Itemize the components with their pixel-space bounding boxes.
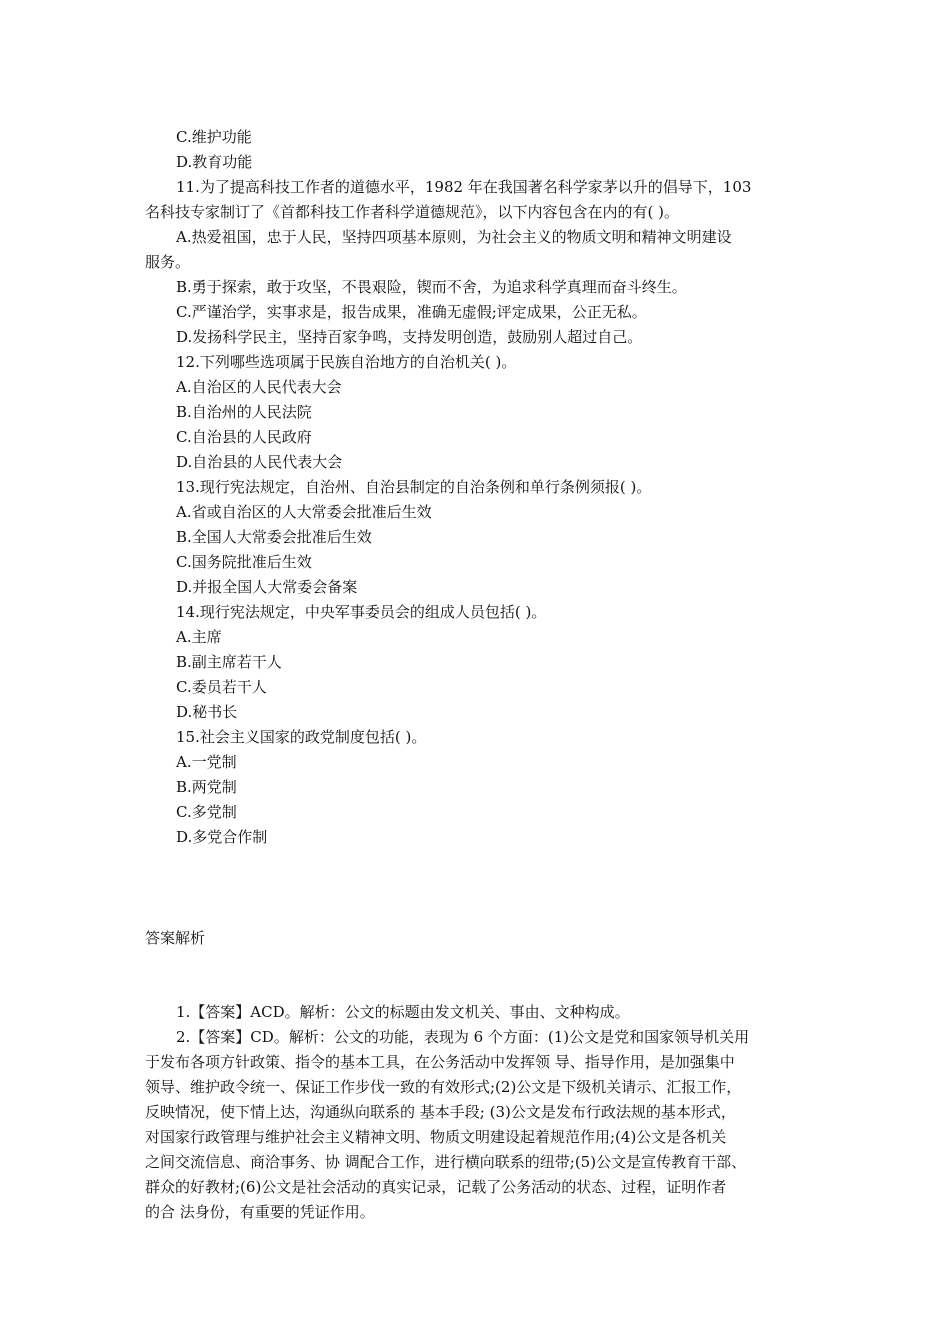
answer-2-line-6: 之间交流信息、商洽事务、协 调配合工作，进行横向联系的纽带;(5)公文是宣传教育干部、 (145, 1153, 747, 1171)
question-14: 14.现行宪法规定，中央军事委员会的组成人员包括( )。 (176, 603, 547, 621)
q14-option-b: B.副主席若干人 (176, 653, 282, 671)
q14-option-c: C.委员若干人 (176, 678, 267, 696)
q13-option-d: D.并报全国人大常委会备案 (176, 578, 358, 596)
q14-option-a: A.主席 (176, 628, 222, 646)
q12-option-c: C.自治县的人民政府 (176, 428, 312, 446)
q11-option-a-line-2: 服务。 (145, 253, 191, 271)
q11-option-c: C.严谨治学，实事求是，报告成果，准确无虚假;评定成果，公正无私。 (176, 303, 647, 321)
q15-option-c: C.多党制 (176, 803, 237, 821)
answer-1: 1.【答案】ACD。解析：公文的标题由发文机关、事由、文种构成。 (176, 1003, 630, 1021)
question-15: 15.社会主义国家的政党制度包括( )。 (176, 728, 427, 746)
answer-2-line-1: 2.【答案】CD。解析：公文的功能，表现为 6 个方面：(1)公文是党和国家领导机关用 (176, 1028, 750, 1046)
answer-section-heading: 答案解析 (145, 929, 206, 947)
q12-option-a: A.自治区的人民代表大会 (176, 378, 342, 396)
q11-option-a-line-1: A.热爱祖国，忠于人民，坚持四项基本原则，为社会主义的物质文明和精神文明建设 (176, 228, 732, 246)
q11-option-b: B.勇于探索，敢于攻坚，不畏艰险，锲而不舍，为追求科学真理而奋斗终生。 (176, 278, 687, 296)
question-13: 13.现行宪法规定，自治州、自治县制定的自治条例和单行条例须报( )。 (176, 478, 652, 496)
answer-2-line-2: 于发布各项方针政策、指令的基本工具，在公务活动中发挥领 导、指导作用，是加强集中 (145, 1053, 735, 1071)
answer-2-line-7: 群众的好教材;(6)公文是社会活动的真实记录，记载了公务活动的状态、过程，证明作者 (145, 1178, 727, 1196)
answer-2-line-8: 的合 法身份，有重要的凭证作用。 (145, 1203, 375, 1221)
q13-option-a: A.省或自治区的人大常委会批准后生效 (176, 503, 432, 521)
answer-2-line-4: 反映情况，使下情上达，沟通纵向联系的 基本手段; (3)公文是发布行政法规的基本形式， (145, 1103, 736, 1121)
question-11-line-2: 名科技专家制订了《首都科技工作者科学道德规范》，以下内容包含在内的有( )。 (145, 203, 679, 221)
answer-2-line-5: 对国家行政管理与维护社会主义精神文明、物质文明建设起着规范作用;(4)公文是各机关 (145, 1128, 727, 1146)
q14-option-d: D.秘书长 (176, 703, 238, 721)
option-d-education: D.教育功能 (176, 153, 253, 171)
q13-option-b: B.全国人大常委会批准后生效 (176, 528, 372, 546)
q15-option-b: B.两党制 (176, 778, 237, 796)
option-c-maintenance: C.维护功能 (176, 128, 252, 146)
q13-option-c: C.国务院批准后生效 (176, 553, 312, 571)
q12-option-d: D.自治县的人民代表大会 (176, 453, 343, 471)
q15-option-d: D.多党合作制 (176, 828, 268, 846)
answer-2-line-3: 领导、维护政令统一、保证工作步伐一致的有效形式;(2)公文是下级机关请示、汇报工作， (145, 1078, 742, 1096)
question-12: 12.下列哪些选项属于民族自治地方的自治机关( )。 (176, 353, 517, 371)
question-11-line-1: 11.为了提高科技工作者的道德水平，1982 年在我国著名科学家茅以升的倡导下，103 (176, 178, 752, 196)
q12-option-b: B.自治州的人民法院 (176, 403, 312, 421)
q15-option-a: A.一党制 (176, 753, 237, 771)
q11-option-d: D.发扬科学民主，坚持百家争鸣，支持发明创造，鼓励别人超过自己。 (176, 328, 643, 346)
